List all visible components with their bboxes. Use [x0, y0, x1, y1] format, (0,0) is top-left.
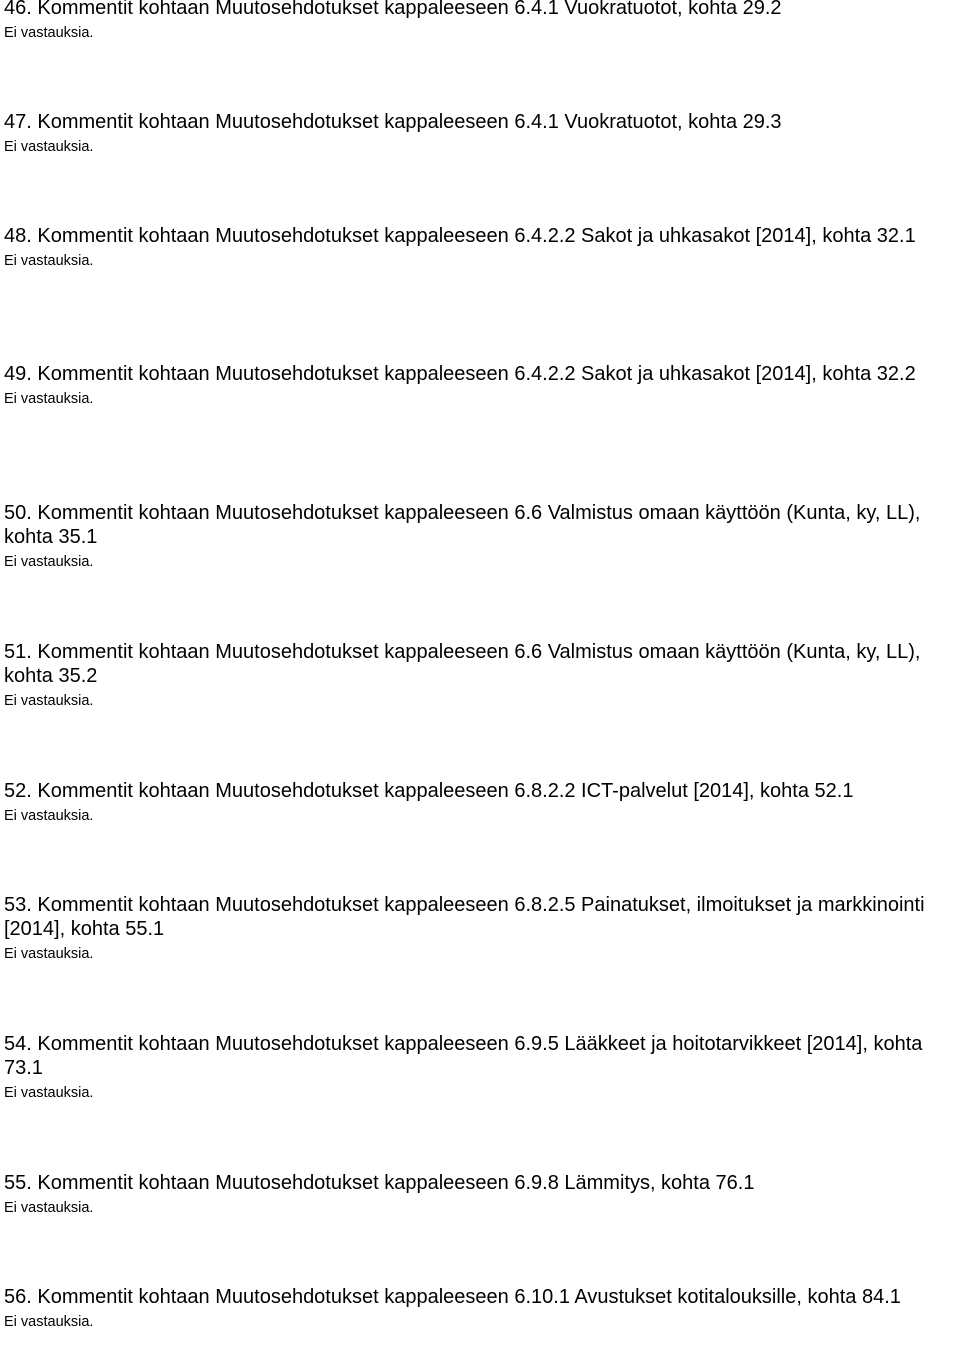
answer-text: Ei vastauksia.	[4, 946, 94, 962]
question-heading: 51. Kommentit kohtaan Muutosehdotukset kappaleeseen 6.6 Valmistus omaan käyttöön (Kunta, ky, LL), kohta 35.2	[4, 641, 921, 687]
question-heading: 52. Kommentit kohtaan Muutosehdotukset kappaleeseen 6.8.2.2 ICT-palvelut [2014], kohta 52.1	[4, 780, 854, 802]
question-heading: 47. Kommentit kohtaan Muutosehdotukset kappaleeseen 6.4.1 Vuokratuotot, kohta 29.3	[4, 111, 782, 133]
answer-text: Ei vastauksia.	[4, 808, 94, 824]
question-item	[4, 110, 956, 156]
question-item	[4, 224, 956, 270]
answer-text: Ei vastauksia.	[4, 391, 94, 407]
question-heading: 49. Kommentit kohtaan Muutosehdotukset kappaleeseen 6.4.2.2 Sakot ja uhkasakot [2014], kohta 32.2	[4, 363, 916, 385]
question-heading: 55. Kommentit kohtaan Muutosehdotukset kappaleeseen 6.9.8 Lämmitys, kohta 76.1	[4, 1172, 755, 1194]
question-heading: 53. Kommentit kohtaan Muutosehdotukset kappaleeseen 6.8.2.5 Painatukset, ilmoitukset ja markkinointi [2014], kohta 55.1	[4, 894, 925, 940]
question-item	[4, 501, 956, 571]
question-item	[4, 1285, 956, 1331]
question-heading: 50. Kommentit kohtaan Muutosehdotukset kappaleeseen 6.6 Valmistus omaan käyttöön (Kunta, ky, LL), kohta 35.1	[4, 502, 921, 548]
question-item	[4, 1171, 956, 1217]
answer-text: Ei vastauksia.	[4, 1314, 94, 1330]
question-item	[4, 893, 956, 963]
question-heading: 46. Kommentit kohtaan Muutosehdotukset kappaleeseen 6.4.1 Vuokratuotot, kohta 29.2	[4, 0, 782, 19]
answer-text: Ei vastauksia.	[4, 253, 94, 269]
answer-text: Ei vastauksia.	[4, 554, 94, 570]
question-item	[4, 0, 956, 42]
question-heading: 54. Kommentit kohtaan Muutosehdotukset kappaleeseen 6.9.5 Lääkkeet ja hoitotarvikkeet [2014], kohta 73.1	[4, 1033, 923, 1079]
answer-text: Ei vastauksia.	[4, 1200, 94, 1216]
question-item	[4, 1032, 956, 1102]
answer-text: Ei vastauksia.	[4, 139, 94, 155]
question-heading: 48. Kommentit kohtaan Muutosehdotukset kappaleeseen 6.4.2.2 Sakot ja uhkasakot [2014], kohta 32.1	[4, 225, 916, 247]
question-item	[4, 640, 956, 710]
question-item	[4, 779, 956, 825]
answer-text: Ei vastauksia.	[4, 25, 94, 41]
answer-text: Ei vastauksia.	[4, 1085, 94, 1101]
answer-text: Ei vastauksia.	[4, 693, 94, 709]
question-heading: 56. Kommentit kohtaan Muutosehdotukset kappaleeseen 6.10.1 Avustukset kotitalouksille, kohta 84.1	[4, 1286, 901, 1308]
question-item	[4, 362, 956, 408]
